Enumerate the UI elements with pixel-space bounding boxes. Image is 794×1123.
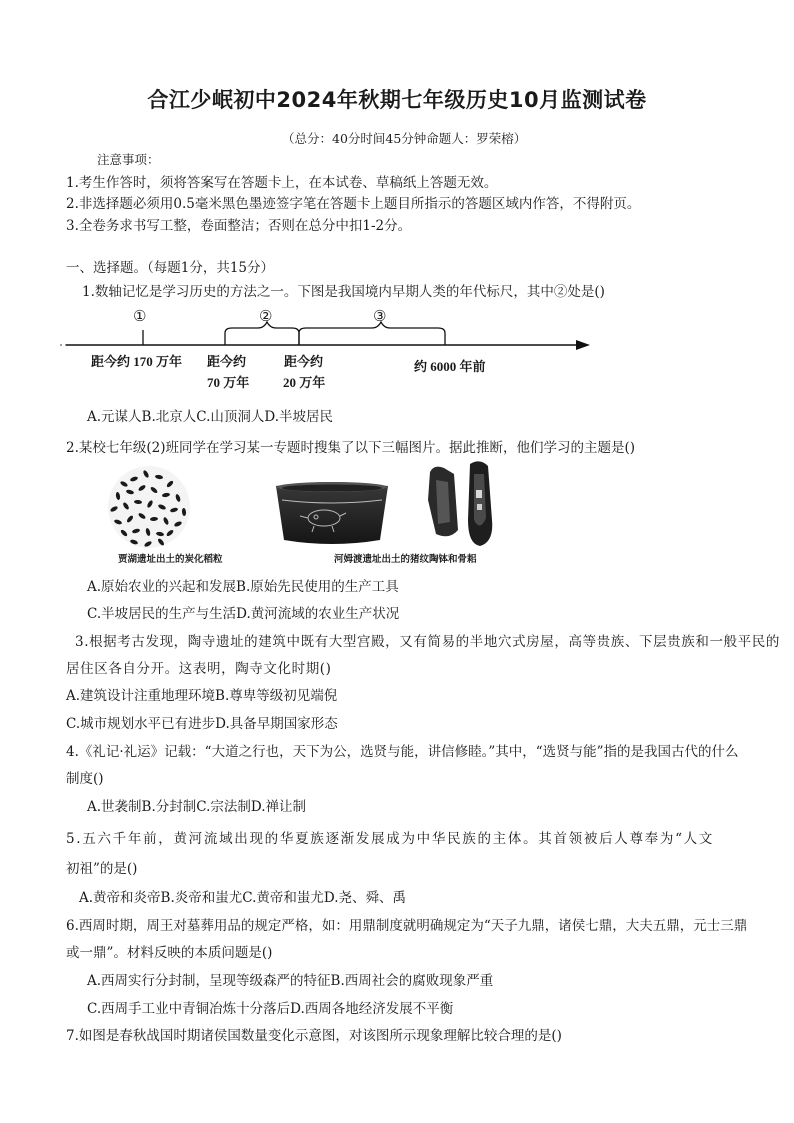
notice-item-2: 2.非选择题必须用0.5毫米黑色墨迹签字笔在答题卡上题目所指示的答题区域内作答，不得附页。 <box>66 196 641 212</box>
question-4-stem-line-1: 4.《礼记·礼运》记载：“大道之行也，天下为公，选贤与能，讲信修睦。”其中，“选贤与能”指的是我国古代的什么 <box>66 744 739 760</box>
question-6-stem-line-1: 6.西周时期，周王对墓葬用品的规定严格，如：用鼎制度就明确规定为“天子九鼎，诸侯七鼎，大夫五鼎，元士三鼎 <box>66 918 748 934</box>
rice-grains-image <box>104 464 194 550</box>
timeline-label-20-b: 20 万年 <box>283 375 326 390</box>
question-3-stem-line-1: 3.根据考古发现，陶寺遗址的建筑中既有大型宫殿，又有简易的半地穴式房屋，高等贵族、下层贵族和一般平民的 <box>75 634 780 650</box>
question-5-stem-line-1: 5.五六千年前，黄河流域出现的华夏族逐渐发展成为中华民族的主体。其首领被后人尊奉为“人文 <box>66 831 715 847</box>
question-6-options-line-2: C.西周手工业中青铜冶炼十分落后D.西周各地经济发展不平衡 <box>87 1001 454 1017</box>
notice-heading: 注意事项： <box>97 152 160 167</box>
question-2-options-line-1: A.原始农业的兴起和发展B.原始先民使用的生产工具 <box>87 579 399 595</box>
question-5-options: A.黄帝和炎帝B.炎帝和蚩尤C.黄帝和蚩尤D.尧、舜、禹 <box>79 890 407 906</box>
timeline-marker-1: ① <box>133 307 147 325</box>
question-3-options-line-2: C.城市规划水平已有进步D.具备早期国家形态 <box>66 716 338 732</box>
question-4-stem-line-2: 制度() <box>66 771 104 787</box>
question-2-options-line-2: C.半坡居民的生产与生活D.黄河流域的农业生产状况 <box>87 606 400 622</box>
timeline-brace-3 <box>299 322 445 345</box>
question-1-stem: 1.数轴记忆是学习历史的方法之一。下图是我国境内早期人类的年代标尺，其中②处是() <box>82 284 605 300</box>
question-3-stem-line-2: 居住区各自分开。这表明，陶寺文化时期() <box>66 661 332 677</box>
timeline-label-70-b: 70 万年 <box>207 375 250 390</box>
timeline-label-6000: 约 6000 年前 <box>414 359 486 374</box>
timeline-label-70-a: 距今约 <box>207 354 247 369</box>
pottery-bone-caption: 河姆渡遗址出土的猪纹陶钵和骨耜 <box>334 554 477 565</box>
timeline-brace-2 <box>225 322 299 345</box>
timeline-label-170: 距今约 170 万年 <box>91 354 183 369</box>
notice-item-3: 3.全卷务求书写工整，卷面整洁；否则在总分中扣1-2分。 <box>66 218 412 234</box>
question-5-stem-line-2: 初祖”的是() <box>66 861 138 877</box>
timeline-label-20-a: 距今约 <box>284 354 324 369</box>
question-6-options-line-1: A.西周实行分封制，呈现等级森严的特征B.西周社会的腐败现象严重 <box>87 973 494 989</box>
question-3-options-line-1: A.建筑设计注重地理环境B.尊卑等级初见端倪 <box>66 688 338 704</box>
exam-title: 合江少岷初中2024年秋期七年级历史10月监测试卷 <box>147 88 647 112</box>
pottery-bowl-image <box>272 480 392 548</box>
rice-grains-caption: 贾湖遗址出土的炭化稻粒 <box>118 554 223 565</box>
question-1-options: A.元谋人B.北京人C.山顶洞人D.半坡居民 <box>87 409 334 425</box>
section-heading: 一、选择题。（每题1分，共15分） <box>66 260 275 276</box>
exam-subtitle: （总分：40分时间45分钟命题人：罗荣榕） <box>282 131 527 146</box>
timeline-marker-3: ③ <box>373 307 387 325</box>
bone-spades-image <box>424 460 504 552</box>
notice-item-1: 1.考生作答时，须将答案写在答题卡上，在本试卷、草稿纸上答题无效。 <box>66 175 498 191</box>
question-7-stem: 7.如图是春秋战国时期诸侯国数量变化示意图，对该图所示现象理解比较合理的是() <box>66 1028 562 1044</box>
question-4-options: A.世袭制B.分封制C.宗法制D.禅让制 <box>87 799 307 815</box>
question-2-stem: 2.某校七年级(2)班同学在学习某一专题时搜集了以下三幅图片。据此推断，他们学习的主题是() <box>66 440 636 456</box>
timeline-marker-2: ② <box>259 307 273 325</box>
timeline-arrowhead <box>576 340 590 350</box>
question-6-stem-line-2: 或一鼎”。材料反映的本质问题是() <box>66 945 273 961</box>
